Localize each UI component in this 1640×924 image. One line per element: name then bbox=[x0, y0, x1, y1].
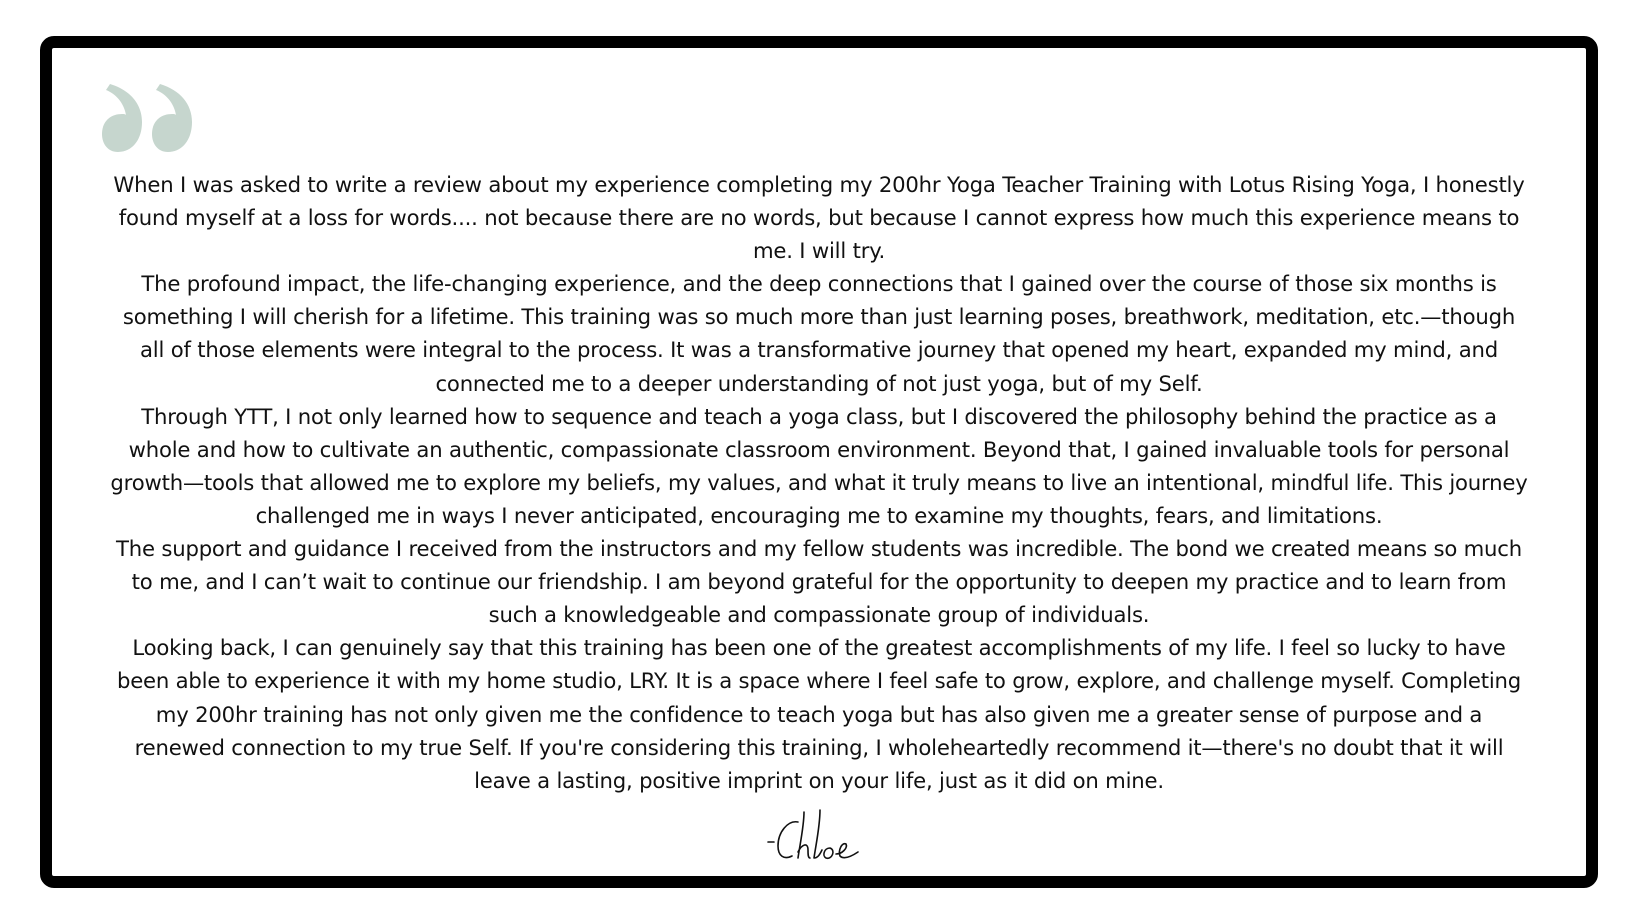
testimonial-text bbox=[108, 168, 1530, 797]
quote-open-icon bbox=[102, 84, 194, 156]
paragraph-2: The profound impact, the life-changing experience, and the deep connections that I gained over the course of those six months is something I will cherish for a lifetime. This training was so much more than just learning poses, breathwork, meditation, etc.—though all of those elements were integral to the process. It was a transformative journey that opened my heart, expanded my mind, and connected me to a deeper understanding of not just yoga, but of my Self. bbox=[122, 271, 1516, 396]
signature-text bbox=[874, 808, 875, 809]
signature-script bbox=[764, 808, 874, 878]
paragraph-3: Through YTT, I not only learned how to sequence and teach a yoga class, but I discovered the philosophy behind the practice as a whole and how to cultivate an authentic, compassionate classroom environment. Beyond that, I gained invaluable tools for personal growth—tools that allowed me to explore my beliefs, my values, and what it truly means to live an intentional, mindful life. This journey challenged me in ways I never anticipated, encouraging me to examine my thoughts, fears, and limitations. bbox=[110, 403, 1528, 528]
paragraph-5: Looking back, I can genuinely say that this training has been one of the greatest accomplishments of my life. I feel so lucky to have been able to experience it with my home studio, LRY. It is a space where I feel safe to grow, explore, and challenge myself. Completing my 200hr training has not only given me the confidence to teach yoga but has also given me a greater sense of purpose and a renewed connection to my true Self. If you're considering this training, I wholeheartedly recommend it—there's no doubt that it will leave a lasting, positive imprint on your life, just as it did on mine. bbox=[116, 635, 1522, 793]
paragraph-4: The support and guidance I received from the instructors and my fellow students was incredible. The bond we created means so much to me, and I can’t wait to continue our friendship. I am beyond grateful for the opportunity to deepen my practice and to learn from such a knowledgeable and compassionate group of individuals. bbox=[116, 536, 1522, 628]
testimonial-card bbox=[40, 36, 1598, 888]
paragraph-1: When I was asked to write a review about my experience completing my 200hr Yoga Teacher Training with Lotus Rising Yoga, I honestly found myself at a loss for words.... not because there are no words, but because I cannot express how much this experience means to me. I will try. bbox=[113, 172, 1525, 264]
signature bbox=[52, 808, 1586, 883]
